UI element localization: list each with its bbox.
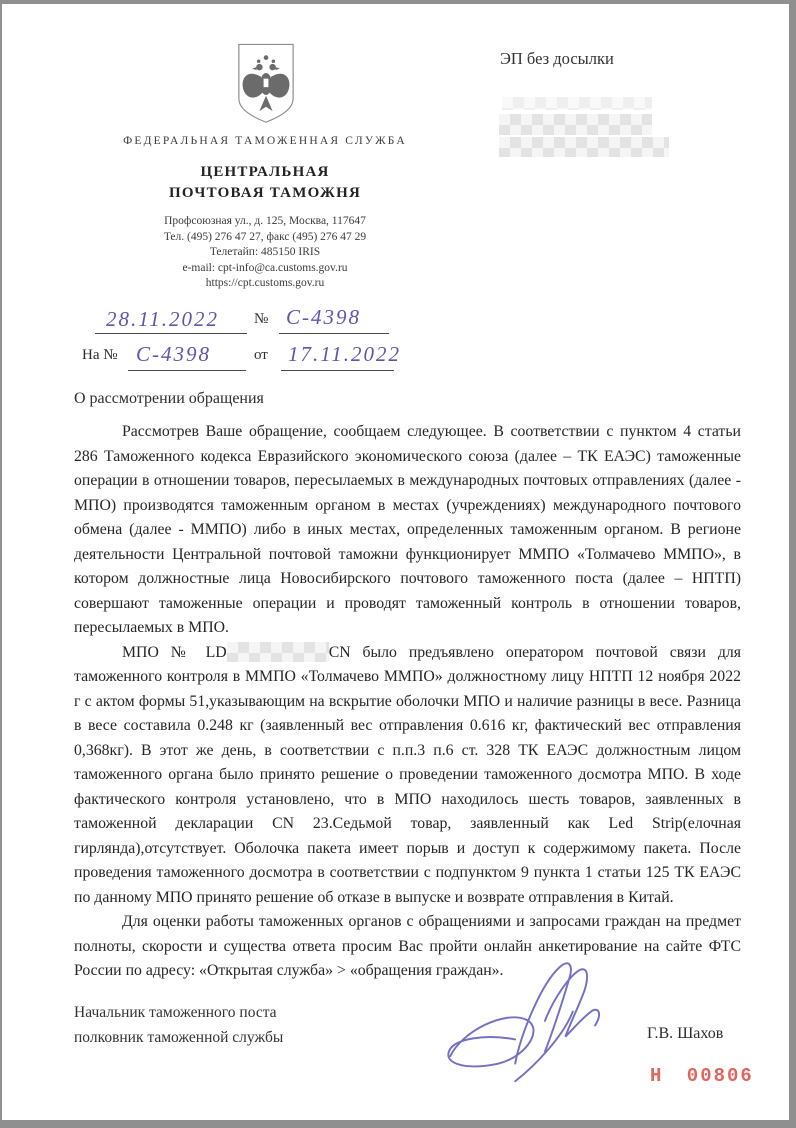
signer-name: Г.В. Шахов [647,1025,724,1042]
redacted-block [499,114,652,135]
paragraph [74,641,741,911]
office-name-line1: ЦЕНТРАЛЬНАЯ [200,164,330,180]
red-number-stamp: Н 00806 [650,1065,754,1087]
number-underline [279,333,389,334]
contact-block [92,214,438,292]
document-page [2,4,789,1120]
redacted-block [502,97,652,110]
office-name-line2: ПОЧТОВАЯ ТАМОЖНЯ [169,185,361,201]
redacted-tracking-number [227,642,329,662]
electronic-signature-note: ЭП без досылки [500,49,614,68]
signer-position-line2: полковник таможенной службы [74,1029,284,1046]
agency-name: ФЕДЕРАЛЬНАЯ ТАМОЖЕННАЯ СЛУЖБА [123,135,407,147]
reply-date-handwritten: 17.11.2022 [288,342,401,366]
number-sign-label: № [254,311,269,327]
paragraph2-suffix: CN было предъявлено оператором почтовой связи для таможенного контроля в ММПО «Толмачево ММПО» должностному лицу НПТП 12 ноября 2022 г с актом формы 51,указывающим на вскрытие оболочки МПО и наличие разницы в весе. Разница в весе составила 0.248 кг (заявленный вес отправления 0.616 кг, фактический вес отправления 0,368кг). В этот же день, в соответствии с п.п.3 п.6 ст. 328 ТК ЕАЭС должностным лицом таможенного органа было принято решение о проведении таможенного досмотра МПО. В ходе фактического контроля установлено, что в МПО находилось шесть товаров, заявленных в таможенной декларации CN 23.Седьмой товар, заявленный как Led Strip(елочная гирлянда),отсутствует. Оболочка пакета имеет порыв и доступ к содержимому пакета. После проведения таможенного досмотра в соответствии с подпунктом 9 пункта 1 статьи 125 ТК ЕАЭС по данному МПО принято решение об отказе в выпуске и возврате отправления в Китай. [74,643,741,906]
letter-body [74,420,741,984]
website-line: https://cpt.customs.gov.ru [205,277,325,290]
outgoing-date-handwritten: 28.11.2022 [106,307,219,331]
reply-date-underline [281,370,394,371]
from-label: от [254,347,268,363]
teletype-line: Телетайп: 485150 IRIS [209,246,321,259]
signer-position [74,1000,283,1050]
address-line: Профсоюзная ул., д. 125, Москва, 117647 [164,215,366,227]
paragraph: Рассмотрев Ваше обращение, сообщаем следующее. В соответствии с пунктом 4 статьи 286 Таможенного кодекса Евразийского экономического союза (далее – ТК ЕАЭС) таможенные операции в отношении товаров, пересылаемых в международных почтовых отправлениях (далее - МПО) производятся таможенным органом в местах (учреждениях) международного почтового обмена (далее - ММПО) либо в иных местах, определенных таможенным органом. В регионе деятельности Центральной почтовой таможни функционирует ММПО «Толмачево ММПО», в котором должностные лица Новосибирского почтового таможенного поста (далее – НПТП) совершают таможенные операции и проводят таможенный контроль в отношении товаров, пересылаемых в МПО. [74,423,741,636]
date-underline [95,333,247,334]
outgoing-number-handwritten: С-4398 [286,305,361,329]
phone-line: Тел. (495) 276 47 27, факс (495) 276 47 29 [163,230,367,243]
paragraph2-prefix: МПО № LD [122,643,227,661]
email-line: e-mail: cpt-info@ca.customs.gov.ru [182,261,348,274]
paragraph: Для оценки работы таможенных органов с обращениями и запросами граждан на предмет полноты, скорости и существа ответа просим Вас пройти онлайн анкетирование на сайте ФТС России по адресу: «Открытая служба» > «обращения граждан». [74,913,741,979]
reply-to-label: На № [82,347,118,363]
redacted-block [499,137,669,157]
reply-number-handwritten: С-4398 [136,342,211,366]
signer-position-line1: Начальник таможенного поста [74,1004,277,1021]
handwritten-signature [427,954,622,1084]
reply-number-underline [128,370,246,371]
subject-line: О рассмотрении обращения [74,390,264,407]
coat-of-arms-icon [229,40,303,128]
